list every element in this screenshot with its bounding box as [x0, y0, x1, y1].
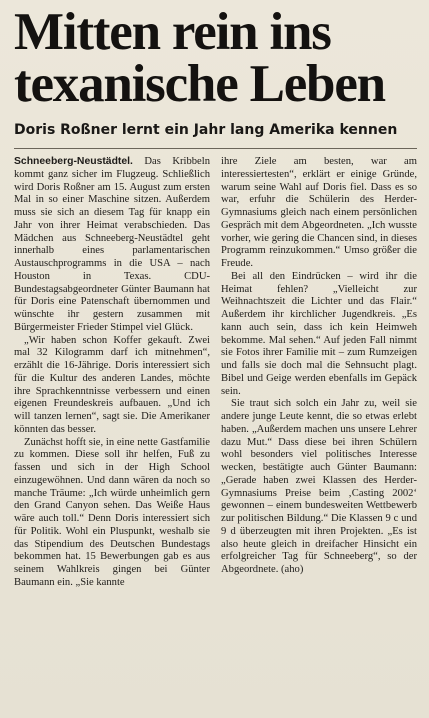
article-column-2 — [221, 156, 417, 590]
paragraph-text: Das Kribbeln kommt ganz sicher im Flugzeug. Schließlich wird Doris Roßner am 15. August zum ersten Mal in so einer Maschine sitzen. Außerdem muss sie sich an diesem Tag für knapp ein Jahr von ihrer Heimat verabschieden. Das Mädchen aus Schneeberg-Neustädtel geht innerhalb eines parlamentarischen Austauschprogramms in die USA – nach Houston in Texas. CDU-Bundestagsabgeordneter Günter Baumann hat für Doris eine Patenschaft übernommen und wünschte ihr gestern zusammen mit Bürgermeister Frieder Stimpel viel Glück. — [14, 156, 210, 333]
paragraph: ihre Ziele am besten, war am interessiertesten“, erklärt er einige Gründe, warum seine Wahl auf Doris fiel. Dass es so war, erfuhr die Schülerin des Herder-Gymnasiums gleich nach einem persönlichen Gespräch mit dem Abgeordneten. „Ich wusste vorher, wie gering die Chancen sind, in dieses Programm reinzukommen.“ Umso größer die Freude. — [221, 156, 417, 269]
paragraph: Sie traut sich solch ein Jahr zu, weil sie andere junge Leute kennt, die so etwas erlebt haben. „Außerdem machen uns unsere Lehrer dazu Mut.“ Dass diese bei ihren Schülern wohl besonders viel politisches Interesse wecken, bestätigte auch Günter Baumann: „Gerade haben zwei Klassen des Herder-Gymnasiums Preise beim ‚Casting 2002‘ gewonnen – einem bundesweiten Wettbewerb zur politischen Bildung.“ Die Klassen 9 c und 9 d überzeugten mit ihren Projekten. „Es ist also heute gleich in dreifacher Hinsicht ein erfolgreicher Tag für Schneeberg“, so der Abgeordnete. (aho) — [221, 398, 417, 575]
headline-divider — [14, 148, 417, 149]
article-column-1 — [14, 156, 210, 590]
paragraph: Bei all den Eindrücken – wird ihr die Heimat fehlen? „Vielleicht zur Weihnachtszeit die Lichter und das Flair.“ Außerdem ihr kirchlicher Jugendkreis. „Es kann auch sein, dass ich kein Heimweh bekomme. Mal sehen.“ Auf jeden Fall nimmt sie Fotos ihrer Familie mit – zum Rumzeigen und falls sie doch mal die Sehnsucht plagt. Bibel und Geige werden ebenfalls im Gepäck sein. — [221, 270, 417, 397]
article-headline — [14, 3, 417, 113]
paragraph: „Wir haben schon Koffer gekauft. Zwei mal 32 Kilogramm darf ich mitnehmen“, erzählt die 16-Jährige. Doris interessiert sich für die Kultur des anderen Landes, möchte ihre Sprachkenntnisse verbessern und einen eigenen Freundeskreis aufbauen. „Und ich will tanzen lernen“, sagt sie. Die Amerikaner könnten das besser. — [14, 334, 210, 435]
dateline: Schneeberg-Neustädtel. — [14, 156, 133, 167]
article-body — [14, 156, 417, 590]
article-subheadline: Doris Roßner lernt ein Jahr lang Amerika kennen — [14, 122, 398, 138]
headline-line-2: texanische Leben — [14, 55, 385, 113]
paragraph — [14, 156, 210, 335]
paragraph: Zunächst hofft sie, in eine nette Gastfamilie zu kommen. Diese soll ihr helfen, Fuß zu fassen und sich in der High School einzugewöhnen. Und dann wären da noch so manche Träume: „Ich würde unheimlich gern den Grand Canyon sehen. Das Weiße Haus wäre auch toll.“ Denn Doris interessiert sich für Politik. Wohl ein Pluspunkt, weshalb sie das Stipendium des Deutschen Bundestags bekommen hat. 15 Bewerbungen gab es aus seinem Wahlkreis gingen bei Günter Baumann ein. „Sie kannte — [14, 436, 210, 588]
headline-line-1: Mitten rein ins — [14, 3, 331, 61]
